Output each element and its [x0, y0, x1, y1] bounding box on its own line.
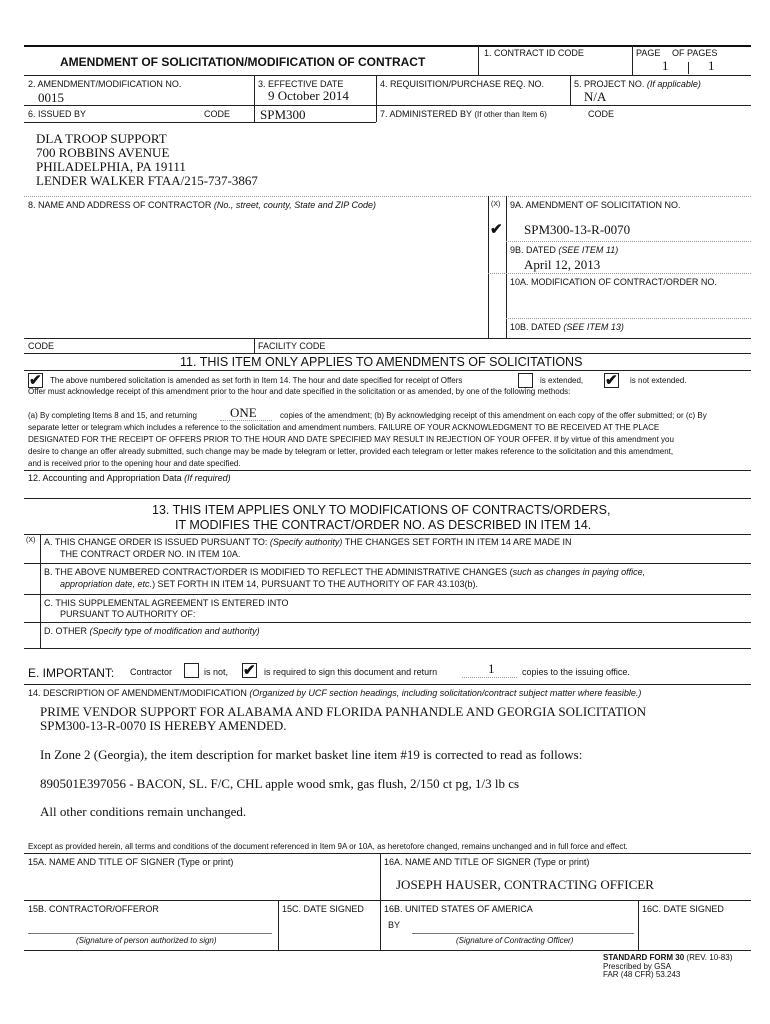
effective-date-value[interactable]: 9 October 2014: [268, 88, 349, 103]
mod-10a-label: 10A. MODIFICATION OF CONTRACT/ORDER NO.: [510, 277, 717, 287]
page-value[interactable]: 1: [662, 58, 669, 73]
issuer-line-3: PHILADELPHIA, PA 19111: [36, 159, 186, 174]
item11-title: 11. THIS ITEM ONLY APPLIES TO AMENDMENTS OF SOLICITATIONS: [180, 355, 583, 369]
date-16c-label: 16C. DATE SIGNED: [642, 904, 724, 914]
project-value[interactable]: N/A: [584, 89, 607, 104]
requisition-label: 4. REQUISITION/PURCHASE REQ. NO.: [380, 79, 545, 89]
date-15c-label: 15C. DATE SIGNED: [282, 904, 364, 914]
item11-line1: The above numbered solicitation is amended as set forth in Item 14. The hour and date specified for receipt of Offers: [50, 376, 463, 385]
issuer-line-4: LENDER WALKER FTAA/215-737-3867: [36, 173, 258, 188]
is-extended-label: is extended,: [540, 376, 584, 385]
contractor-code-label: CODE: [28, 341, 55, 351]
amendment-no-value[interactable]: 0015: [38, 90, 64, 105]
item11-line3a: (a) By completing Items 8 and 15, and returning: [28, 411, 197, 420]
item11-line4: separate letter or telegram which includes a reference to the solicitation and amendment numbers. FAILURE OF YOUR ACKNOWLEDGMENT TO BE RECEIVED AT THE PLACE: [28, 423, 660, 432]
amend-sol-label: 9A. AMENDMENT OF SOLICITATION NO.: [510, 200, 681, 210]
officer-signature-line[interactable]: (Signature of Contracting Officer): [456, 936, 574, 945]
project-label: 5. PROJECT NO. (If applicable): [574, 79, 701, 89]
item11-line5: DESIGNATED FOR THE RECEIPT OF OFFERS PRIOR TO THE HOUR AND DATE SPECIFIED MAY RESULT IN REJECTION OF YOUR OFFER. If by virtue of this amendment you: [28, 435, 674, 444]
amendment-no-label: 2. AMENDMENT/MODIFICATION NO.: [28, 79, 182, 89]
item14-line-4: 890501E397056 - BACON, SL. F/C, CHL apple wood smk, gas flush, 2/150 ct pg, 1/3 lb cs: [40, 776, 520, 791]
signer-15a-label: 15A. NAME AND TITLE OF SIGNER (Type or print): [28, 857, 234, 867]
not-extended-label: is not extended.: [630, 376, 687, 385]
is-required-label: is required to sign this document and return: [264, 667, 438, 677]
x-label: (X): [491, 201, 501, 208]
contract-id-label: 1. CONTRACT ID CODE: [484, 48, 584, 58]
by-label: BY: [388, 920, 401, 930]
item14-label: 14. DESCRIPTION OF AMENDMENT/MODIFICATION (Organized by UCF section headings, including solicitation/contract subject matter where feasible.): [28, 688, 642, 698]
of-pages-value[interactable]: 1: [708, 58, 715, 73]
contractor-label: 8. NAME AND ADDRESS OF CONTRACTOR (No., street, county, State and ZIP Code): [28, 200, 376, 210]
prescribed-by: Prescribed by GSA: [603, 962, 672, 971]
item13-b-line2: appropriation date, etc.) SET FORTH IN ITEM 14, PURSUANT TO THE AUTHORITY OF FAR 43.103(b).: [60, 579, 478, 589]
is-not-checkbox[interactable]: [184, 663, 199, 678]
effective-date-label: 3. EFFECTIVE DATE: [258, 79, 344, 89]
item13-title-1: 13. THIS ITEM APPLIES ONLY TO MODIFICATIONS OF CONTRACTS/ORDERS,: [152, 503, 611, 517]
item14-line-3: In Zone 2 (Georgia), the item description for market basket line item #19 is corrected to read as follows:: [40, 747, 583, 762]
item14-line-2: SPM300-13-R-0070 IS HEREBY AMENDED.: [40, 718, 287, 733]
item13-a-line1: A. THIS CHANGE ORDER IS ISSUED PURSUANT TO: (Specify authority) THE CHANGES SET FORTH IN ITEM 14 ARE MADE IN: [44, 537, 572, 547]
item13-title-2: IT MODIFIES THE CONTRACT/ORDER NO. AS DESCRIBED IN ITEM 14.: [175, 518, 592, 532]
item11-line2: Offer must acknowledge receipt of this amendment prior to the hour and date specified in the solicitation or as amended, by one of the following methods:: [28, 387, 571, 396]
item11-line3b: copies of the amendment; (b) By acknowledging receipt of this amendment on each copy of the offer submitted; or (c) By: [280, 411, 707, 420]
dated-10b-label: 10B. DATED (SEE ITEM 13): [510, 322, 624, 332]
administered-label: 7. ADMINISTERED BY (If other than Item 6): [380, 109, 547, 119]
dated-9b-value[interactable]: April 12, 2013: [524, 257, 601, 272]
far-reference: FAR (48 CFR) 53.243: [603, 970, 681, 979]
issuer-line-1: DLA TROOP SUPPORT: [36, 131, 167, 146]
item11-line6: desire to change an offer already submitted, such change may be made by telegram or letter, provided each telegram or letter makes reference to the solicitation and this amendment,: [28, 447, 674, 456]
amend-sol-value[interactable]: SPM300-13-R-0070: [524, 222, 631, 237]
facility-code-label: FACILITY CODE: [258, 341, 326, 351]
contractor-15b-label: 15B. CONTRACTOR/OFFEROR: [28, 904, 159, 914]
code-label: CODE: [204, 109, 231, 119]
item13-b-line1: B. THE ABOVE NUMBERED CONTRACT/ORDER IS MODIFIED TO REFLECT THE ADMINISTRATIVE CHANGES (such as changes in paying office,: [44, 567, 646, 577]
item14-line-1: PRIME VENDOR SUPPORT FOR ALABAMA AND FLORIDA PANHANDLE AND GEORGIA SOLICITATION: [40, 704, 647, 719]
item13-x-label: (X): [26, 537, 36, 544]
contractor-word: Contractor: [130, 667, 173, 677]
signer-16a-value[interactable]: JOSEPH HAUSER, CONTRACTING OFFICER: [396, 877, 654, 892]
signer-16a-label: 16A. NAME AND TITLE OF SIGNER (Type or print): [384, 857, 590, 867]
copies-value[interactable]: ONE: [230, 405, 257, 420]
important-label: E. IMPORTANT:: [28, 666, 115, 680]
form-name: STANDARD FORM 30 (REV. 10-83): [603, 953, 733, 962]
code-label-2: CODE: [588, 109, 615, 119]
return-copies-value[interactable]: 1: [488, 661, 495, 676]
item13-c-line1: C. THIS SUPPLEMENTAL AGREEMENT IS ENTERED INTO: [44, 598, 289, 608]
item14-line-5: All other conditions remain unchanged.: [40, 804, 247, 819]
is-required-check: ✔: [243, 662, 256, 679]
item13-c-line2: PURSUANT TO AUTHORITY OF:: [60, 609, 196, 619]
page-label: PAGE: [636, 48, 661, 58]
item11-line7: and is received prior to the opening hour and date specified.: [28, 459, 241, 468]
not-extended-check: ✔: [605, 372, 618, 389]
item12-label: 12. Accounting and Appropriation Data (If required): [28, 473, 231, 483]
item13-a-line2: THE CONTRACT ORDER NO. IN ITEM 10A.: [60, 549, 241, 559]
of-pages-label: OF PAGES: [672, 48, 718, 58]
issuer-line-2: 700 ROBBINS AVENUE: [36, 145, 170, 160]
usa-16b-label: 16B. UNITED STATES OF AMERICA: [384, 904, 533, 914]
is-not-label: is not,: [204, 667, 229, 677]
copies-suffix: copies to the issuing office.: [522, 667, 630, 677]
contractor-signature-line[interactable]: (Signature of person authorized to sign): [76, 936, 217, 945]
form-title: AMENDMENT OF SOLICITATION/MODIFICATION OF CONTRACT: [60, 55, 426, 69]
issued-by-label: 6. ISSUED BY: [28, 109, 87, 119]
amend-sol-check[interactable]: ✔: [490, 221, 503, 238]
except-text: Except as provided herein, all terms and conditions of the document referenced in Item 9A or 10A, as heretofore changed, remains unchanged and in full force and effect.: [28, 842, 628, 851]
item13-d-line1: D. OTHER (Specify type of modification and authority): [44, 626, 260, 636]
dated-9b-label: 9B. DATED (SEE ITEM 11): [510, 245, 619, 255]
issuer-code-value[interactable]: SPM300: [260, 107, 306, 122]
amended-check: ✔: [29, 372, 42, 389]
